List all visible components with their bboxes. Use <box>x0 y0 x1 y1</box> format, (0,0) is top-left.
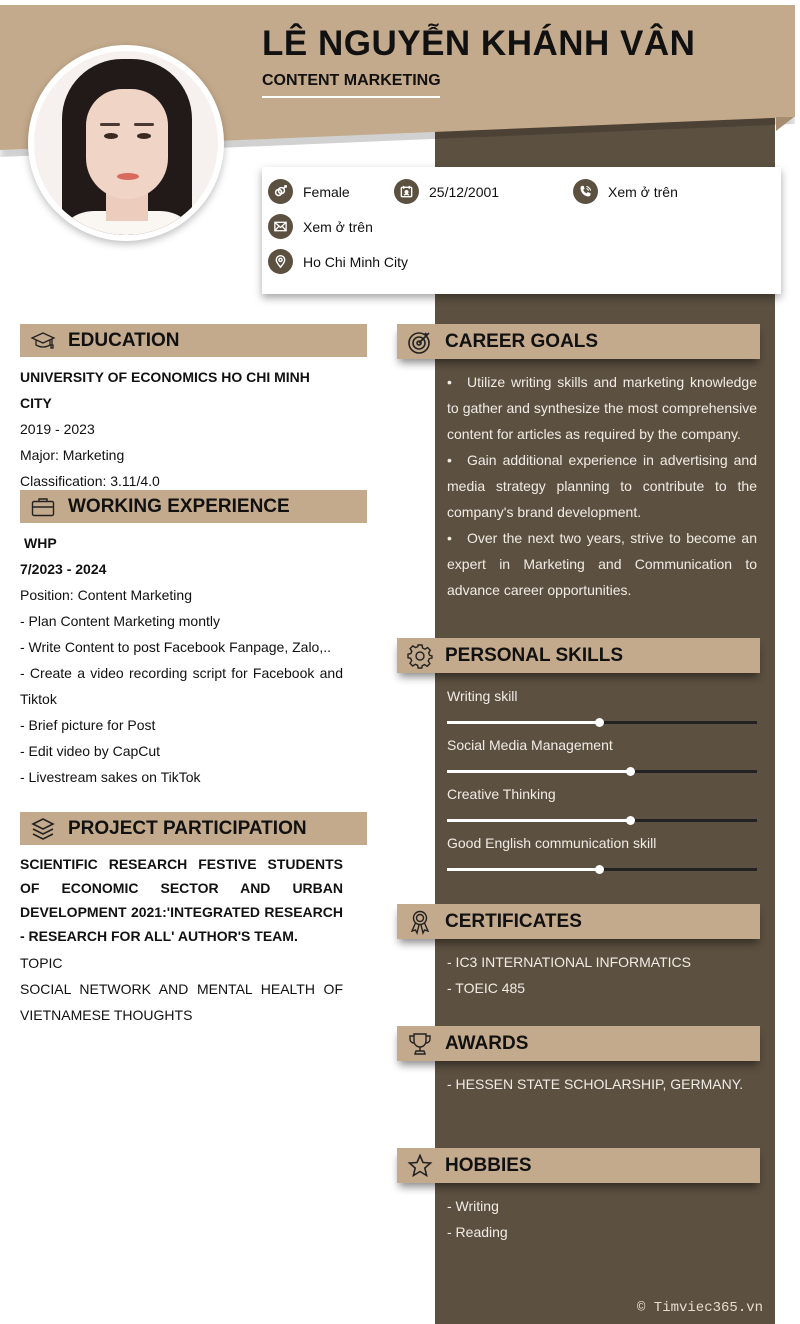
watermark: © Timviec365.vn <box>637 1300 764 1316</box>
duty-item: - Edit video by CapCut <box>20 743 161 759</box>
candidate-title: CONTENT MARKETING <box>262 72 441 89</box>
avatar <box>28 45 224 241</box>
mail-icon <box>268 214 293 239</box>
experience-position: Position: Content Marketing <box>20 587 192 603</box>
section-experience-heading: WORKING EXPERIENCE <box>20 490 367 523</box>
skill-item <box>447 686 757 724</box>
skill-bar <box>447 770 757 773</box>
duty-item: - Brief picture for Post <box>20 717 156 733</box>
candidate-name: LÊ NGUYỄN KHÁNH VÂN <box>262 24 696 63</box>
skill-label: Creative Thinking <box>447 786 556 802</box>
duty-item: - Create a video recording script for Facebook and Tiktok <box>20 665 343 707</box>
info-gender: Female <box>268 179 350 204</box>
project-topic-label: TOPIC <box>20 955 63 971</box>
education-major: Major: Marketing <box>20 447 125 463</box>
goal-item: • Utilize writing skills and marketing knowledge to gather and synthesize the most comprehensive content for articles as required by the company. <box>447 374 757 442</box>
experience-content <box>20 530 343 790</box>
info-phone: Xem ở trên <box>573 179 678 204</box>
certificate-item: - IC3 INTERNATIONAL INFORMATICS <box>447 954 691 970</box>
duty-item: - Plan Content Marketing montly <box>20 613 220 629</box>
experience-period: 7/2023 - 2024 <box>20 561 107 577</box>
certificate-item: - TOEIC 485 <box>447 980 526 996</box>
duty-item: - Write Content to post Facebook Fanpage, Zalo,.. <box>20 639 332 655</box>
goal-item: • Over the next two years, strive to become an expert in Marketing and Communication to advance career opportunities. <box>447 530 757 598</box>
hobbies-content <box>447 1193 757 1245</box>
section-career-goals-heading: CAREER GOALS <box>397 324 760 359</box>
project-topic: SOCIAL NETWORK AND MENTAL HEALTH OF VIETNAMESE THOUGHTS <box>20 981 343 1023</box>
target-icon <box>405 329 435 355</box>
skill-bar <box>447 819 757 822</box>
goal-item: • Gain additional experience in advertising and media strategy planning to contribute to the company's brand development. <box>447 452 757 520</box>
section-skills-heading: PERSONAL SKILLS <box>397 638 760 673</box>
awards-content <box>447 1071 757 1097</box>
section-certificates-heading: CERTIFICATES <box>397 904 760 939</box>
location-icon <box>268 249 293 274</box>
skill-bar <box>447 868 757 871</box>
skill-bar <box>447 721 757 724</box>
section-hobbies-heading: HOBBIES <box>397 1148 760 1183</box>
company-name: WHP <box>24 535 57 551</box>
section-awards-heading: AWARDS <box>397 1026 760 1061</box>
projects-content <box>20 852 343 1028</box>
school-name: UNIVERSITY OF ECONOMICS HO CHI MINH CITY <box>20 369 310 411</box>
personal-info-card <box>262 167 781 294</box>
gear-icon <box>405 643 435 669</box>
star-icon <box>405 1153 435 1179</box>
info-address: Ho Chi Minh City <box>268 249 408 274</box>
duty-item: - Livestream sakes on TikTok <box>20 769 201 785</box>
layers-icon <box>28 816 58 842</box>
graduation-cap-icon <box>28 328 58 354</box>
info-birthday: 25/12/2001 <box>394 179 499 204</box>
certificates-content <box>447 949 757 1001</box>
section-education-heading: EDUCATION <box>20 324 367 357</box>
hobby-item: - Writing <box>447 1198 499 1214</box>
education-content <box>20 364 343 494</box>
title-underline <box>262 96 440 98</box>
skill-item <box>447 833 757 871</box>
award-item: - HESSEN STATE SCHOLARSHIP, GERMANY. <box>447 1076 744 1092</box>
phone-icon <box>573 179 598 204</box>
calendar-icon <box>394 179 419 204</box>
skill-label: Writing skill <box>447 688 518 704</box>
info-email: Xem ở trên <box>268 214 373 239</box>
project-title: SCIENTIFIC RESEARCH FESTIVE STUDENTS OF ECONOMIC SECTOR AND URBAN DEVELOPMENT 2021:'INTEGRATED RESEARCH - RESEARCH FOR ALL' AUTHOR'S TEAM. <box>20 856 343 944</box>
education-period: 2019 - 2023 <box>20 421 95 437</box>
skill-item <box>447 735 757 773</box>
hobby-item: - Reading <box>447 1224 508 1240</box>
education-classification: Classification: 3.11/4.0 <box>20 473 160 489</box>
briefcase-icon <box>28 494 58 520</box>
award-ribbon-icon <box>405 909 435 935</box>
skill-label: Social Media Management <box>447 737 613 753</box>
gender-icon <box>268 179 293 204</box>
career-goals-content <box>447 369 757 603</box>
section-projects-heading: PROJECT PARTICIPATION <box>20 812 367 845</box>
trophy-icon <box>405 1031 435 1057</box>
skill-label: Good English communication skill <box>447 835 657 851</box>
skill-item <box>447 784 757 822</box>
profile-photo <box>34 51 218 235</box>
